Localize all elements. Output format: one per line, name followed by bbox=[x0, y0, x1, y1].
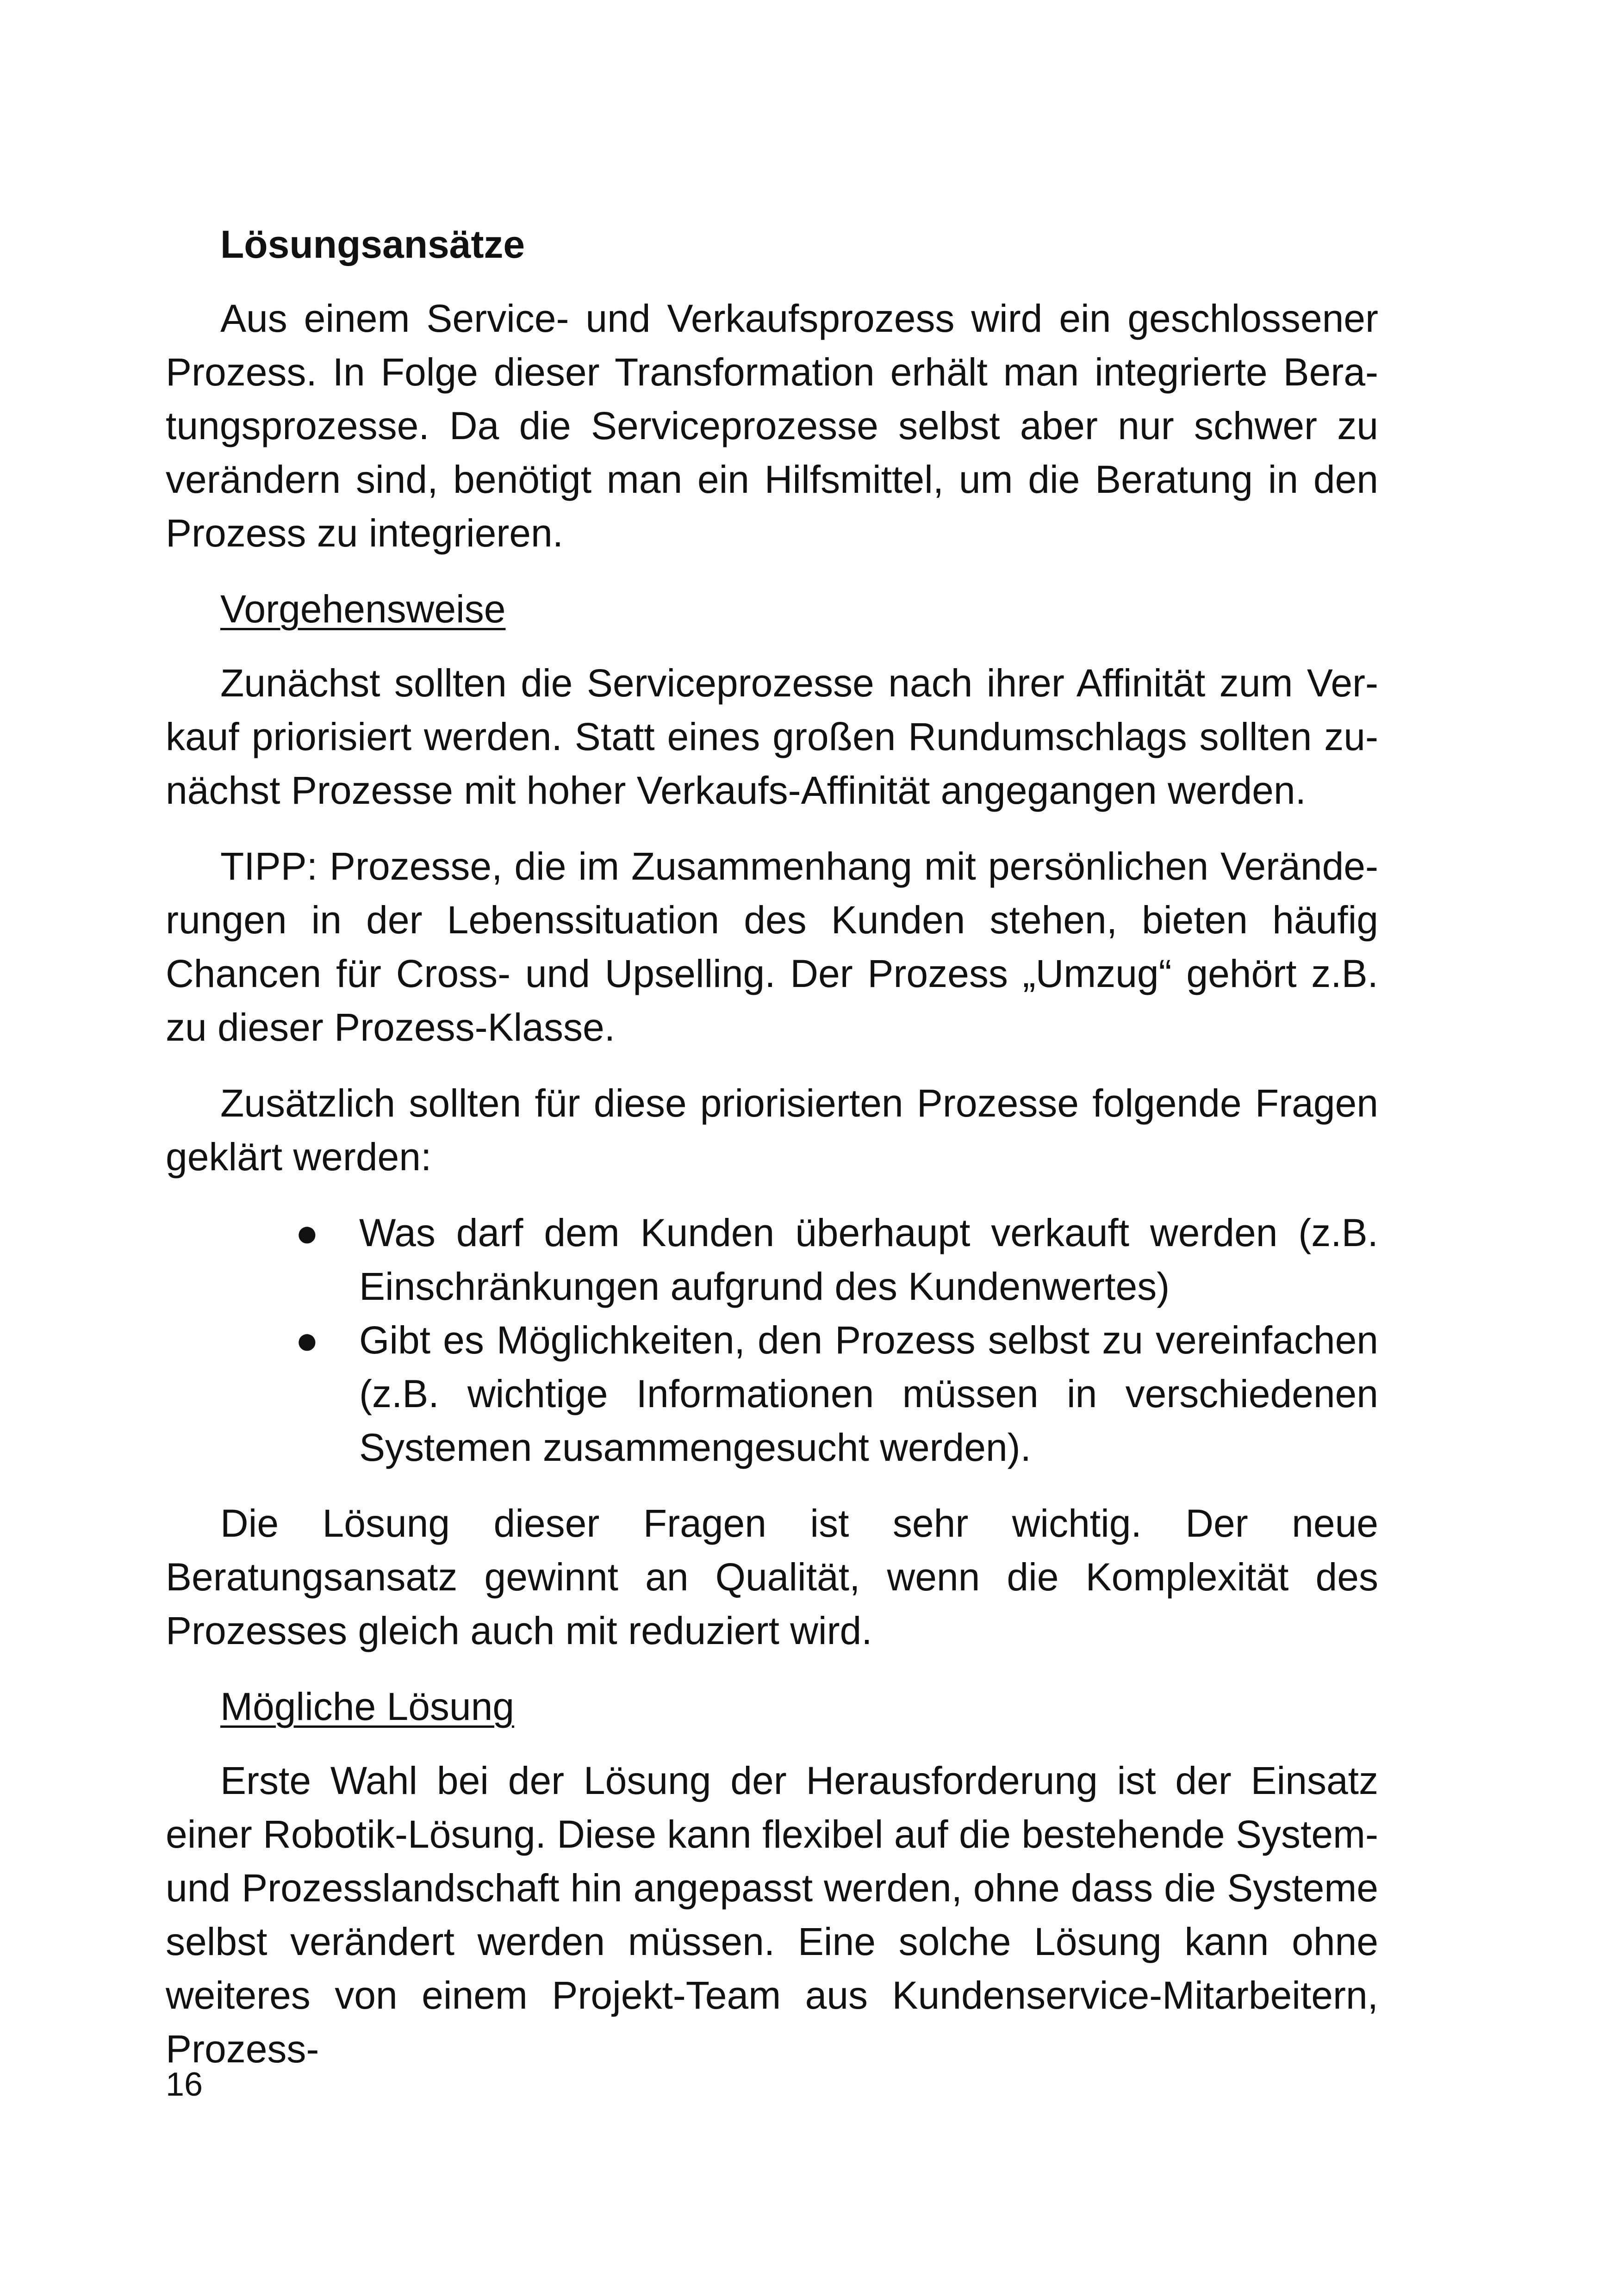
section-heading: Lösungsansätze bbox=[220, 223, 525, 266]
page-content bbox=[166, 217, 1378, 2098]
bullet-icon: ● bbox=[295, 1211, 319, 1254]
list-item bbox=[166, 1313, 1378, 1474]
list-item bbox=[166, 1206, 1378, 1313]
subheading-moegliche-loesung: Mögliche Lösung bbox=[220, 1685, 515, 1728]
bullet-icon: ● bbox=[295, 1318, 319, 1362]
paragraph-tipp: TIPP: Prozesse, die im Zusammenhang mit persönlichen Veränderungen in der Lebenssituation des Kunden stehen, bieten häufig Chancen für Cross- und Upselling. Der Prozess „Umzug“ gehört z.B. zu dieser Prozess-Klasse. bbox=[166, 844, 1378, 1049]
paragraph-intro: Aus einem Service- und Verkaufsprozess wird ein geschlossener Prozess. In Folge dieser Transformation erhält man integrierte Beratungsprozesse. Da die Serviceprozesse selbst aber nur schwer zu verändern sind, benötigt man ein Hilfsmittel, um die Beratung in den Prozess zu integrieren. bbox=[166, 297, 1378, 555]
paragraph-priorisierung: Zunächst sollten die Serviceprozesse nach ihrer Affinität zum Verkauf priorisiert werden. Statt eines großen Rundumschlags sollten zunächst Prozesse mit hoher Verkaufs-Affinität angegangen werden. bbox=[166, 661, 1378, 812]
paragraph-loesung-fragen: Die Lösung dieser Fragen ist sehr wichtig. Der neue Beratungsansatz gewinnt an Qualität, wenn die Komplexität des Prozesses gleich auch mit reduziert wird. bbox=[166, 1502, 1378, 1652]
question-list bbox=[166, 1206, 1378, 1474]
subheading-vorgehensweise: Vorgehensweise bbox=[220, 587, 506, 631]
paragraph-robotik: Erste Wahl bei der Lösung der Herausforderung ist der Einsatz einer Robotik-Lösung. Diese kann flexibel auf die bestehende System- und Prozesslandschaft hin angepasst werden, ohne dass die Systeme selbst verändert werden müssen. Eine solche Lösung kann ohne weiteres von einem Projekt-Team aus Kundenservice-Mitarbeitern, Prozess- bbox=[166, 1759, 1378, 2071]
list-item-text: Was darf dem Kunden überhaupt verkauft werden (z.B. Einschränkungen aufgrund des Kundenwertes) bbox=[359, 1211, 1378, 1308]
page-number: 16 bbox=[166, 2066, 203, 2103]
list-item-text: Gibt es Möglichkeiten, den Prozess selbst zu vereinfachen (z.B. wichtige Informationen müssen in verschiedenen Systemen zusammengesucht werden). bbox=[359, 1318, 1378, 1469]
paragraph-fragen: Zusätzlich sollten für diese priorisierten Prozesse folgende Fragen geklärt werden: bbox=[166, 1081, 1378, 1179]
